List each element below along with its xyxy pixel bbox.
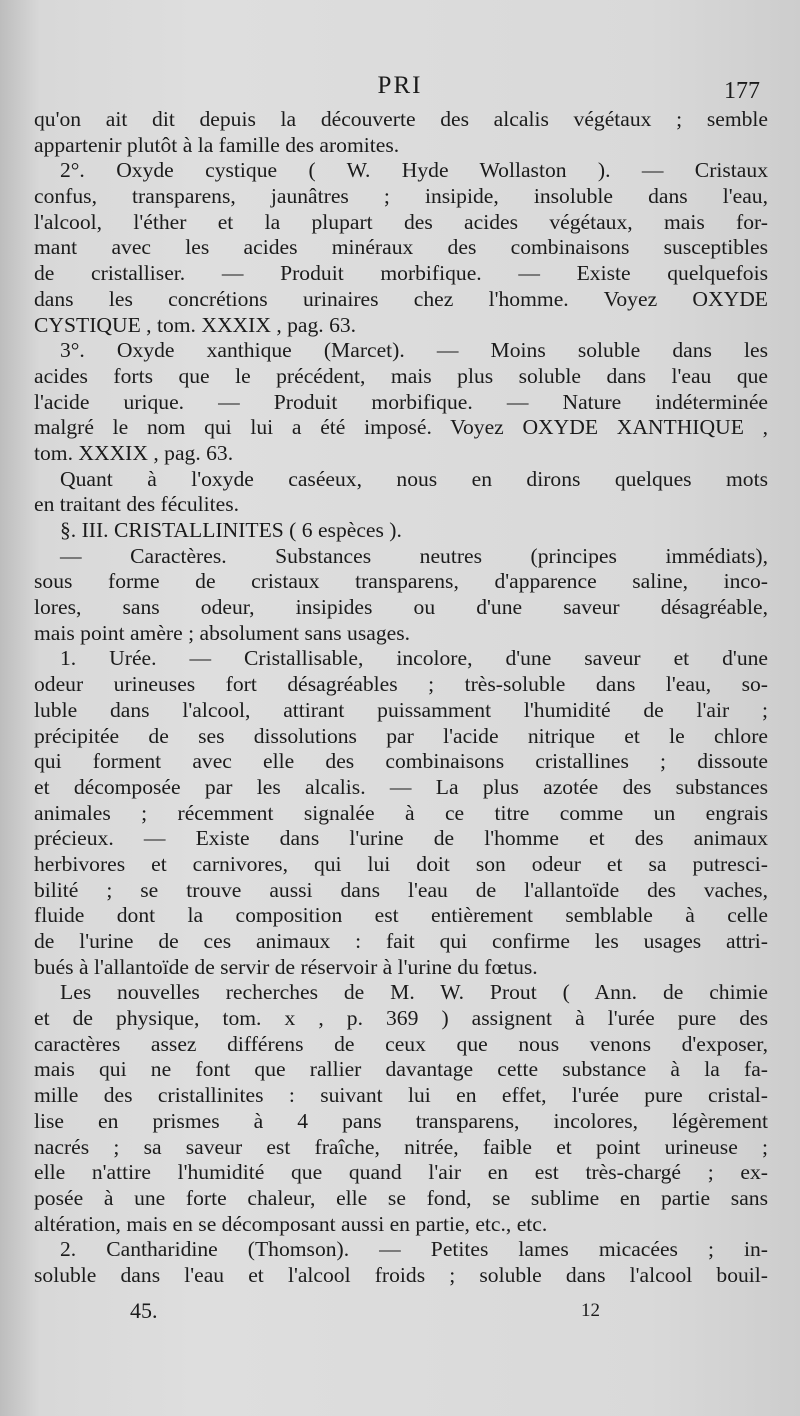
text-line: 2. Cantharidine (Thomson). — Petites lames micacées ; in- (60, 1237, 768, 1262)
text-line: malgré le nom qui lui a été imposé. Voyez OXYDE XANTHIQUE , (34, 415, 768, 440)
text-line: appartenir plutôt à la famille des aromites. (34, 132, 400, 157)
signature-mark: 45. (130, 1298, 158, 1323)
text-line: 1. Urée. — Cristallisable, incolore, d'une saveur et d'une (60, 646, 768, 671)
text-line: mille des cristallinites : suivant lui en effet, l'urée pure cristal- (34, 1083, 768, 1108)
text-line: odeur urineuses fort désagréables ; très-soluble dans l'eau, so- (34, 672, 768, 697)
text-line: bués à l'allantoïde de servir de réservoir à l'urine du fœtus. (34, 954, 538, 979)
text-line: animales ; récemment signalée à ce titre comme un engrais (34, 800, 768, 825)
page-number: 177 (724, 78, 760, 104)
text-line: bilité ; se trouve aussi dans l'eau de l'allantoïde des vaches, (34, 877, 768, 902)
text-line: qu'on ait dit depuis la découverte des alcalis végétaux ; semble (34, 107, 768, 131)
text-line: 3°. Oxyde xanthique (Marcet). — Moins soluble dans les (60, 338, 768, 363)
text-line: précipitée de ses dissolutions par l'acide nitrique et le chlore (34, 723, 768, 748)
text-line: de l'urine de ces animaux : fait qui confirme les usages attri- (34, 929, 768, 953)
page-footer (130, 1298, 600, 1328)
text-line: fluide dont la composition est entièrement semblable à celle (34, 903, 768, 928)
text-line: lise en prismes à 4 pans transparens, incolores, légèrement (34, 1108, 768, 1133)
text-line: précieux. — Existe dans l'urine de l'homme et des animaux (34, 826, 768, 851)
text-line: CYSTIQUE , tom. XXXIX , pag. 63. (34, 312, 357, 337)
text-line: et décomposée par les alcalis. — La plus azotée des substances (34, 774, 768, 799)
text-line: nacrés ; sa saveur est fraîche, nitrée, faible et point urineuse ; (34, 1134, 768, 1159)
text-line: confus, transparens, jaunâtres ; insipide, insoluble dans l'eau, (34, 184, 768, 209)
quire-number: 12 (581, 1300, 600, 1321)
text-line: herbivores et carnivores, qui lui doit son odeur et sa putresci- (34, 851, 768, 876)
text-line: dans les concrétions urinaires chez l'homme. Voyez OXYDE (34, 286, 768, 311)
text-line: Les nouvelles recherches de M. W. Prout ( Ann. de chimie (60, 980, 768, 1005)
text-line: caractères assez différens de ceux que nous venons d'exposer, (34, 1031, 768, 1056)
text-line: en traitant des féculites. (34, 492, 240, 517)
text-line: luble dans l'alcool, attirant puissamment l'humidité de l'air ; (34, 697, 768, 722)
text-line: tom. XXXIX , pag. 63. (34, 440, 234, 465)
section-heading: §. III. CRISTALLINITES ( 6 espèces ). (60, 518, 402, 542)
text-line: l'acide urique. — Produit morbifique. — Nature indéterminée (34, 389, 768, 414)
text-line: lores, sans odeur, insipides ou d'une saveur désagréable, (34, 595, 768, 620)
text-line: acides forts que le précédent, mais plus soluble dans l'eau que (34, 363, 768, 388)
text-line: soluble dans l'eau et l'alcool froids ; soluble dans l'alcool bouil- (34, 1262, 768, 1287)
page-header (32, 72, 768, 106)
body-text (34, 107, 768, 1289)
text-line: l'alcool, l'éther et la plupart des acides végétaux, mais for- (34, 209, 768, 234)
text-line: mant avec les acides minéraux des combinaisons susceptibles (34, 235, 768, 260)
text-line: sous forme de cristaux transparens, d'apparence saline, inco- (34, 569, 768, 594)
running-head: PRI (377, 72, 423, 99)
text-line: 2°. Oxyde cystique ( W. Hyde Wollaston ). — Cristaux (60, 158, 768, 183)
text-line: mais qui ne font que rallier davantage cette substance à la fa- (34, 1057, 768, 1082)
text-line: posée à une forte chaleur, elle se fond, se sublime en partie sans (34, 1185, 768, 1210)
text-line: elle n'attire l'humidité que quand l'air en est très-chargé ; ex- (34, 1160, 768, 1185)
text-line: Quant à l'oxyde caséeux, nous en dirons quelques mots (60, 466, 768, 491)
text-line: de cristalliser. — Produit morbifique. — Existe quelquefois (34, 261, 768, 286)
text-line: — Caractères. Substances neutres (principes immédiats), (60, 543, 768, 568)
text-line: et de physique, tom. x , p. 369 ) assignent à l'urée pure des (34, 1006, 768, 1031)
text-line: qui forment avec elle des combinaisons cristallines ; dissoute (34, 749, 768, 774)
text-line: mais point amère ; absolument sans usages. (34, 620, 411, 645)
text-line: altération, mais en se décomposant aussi en partie, etc., etc. (34, 1211, 548, 1236)
